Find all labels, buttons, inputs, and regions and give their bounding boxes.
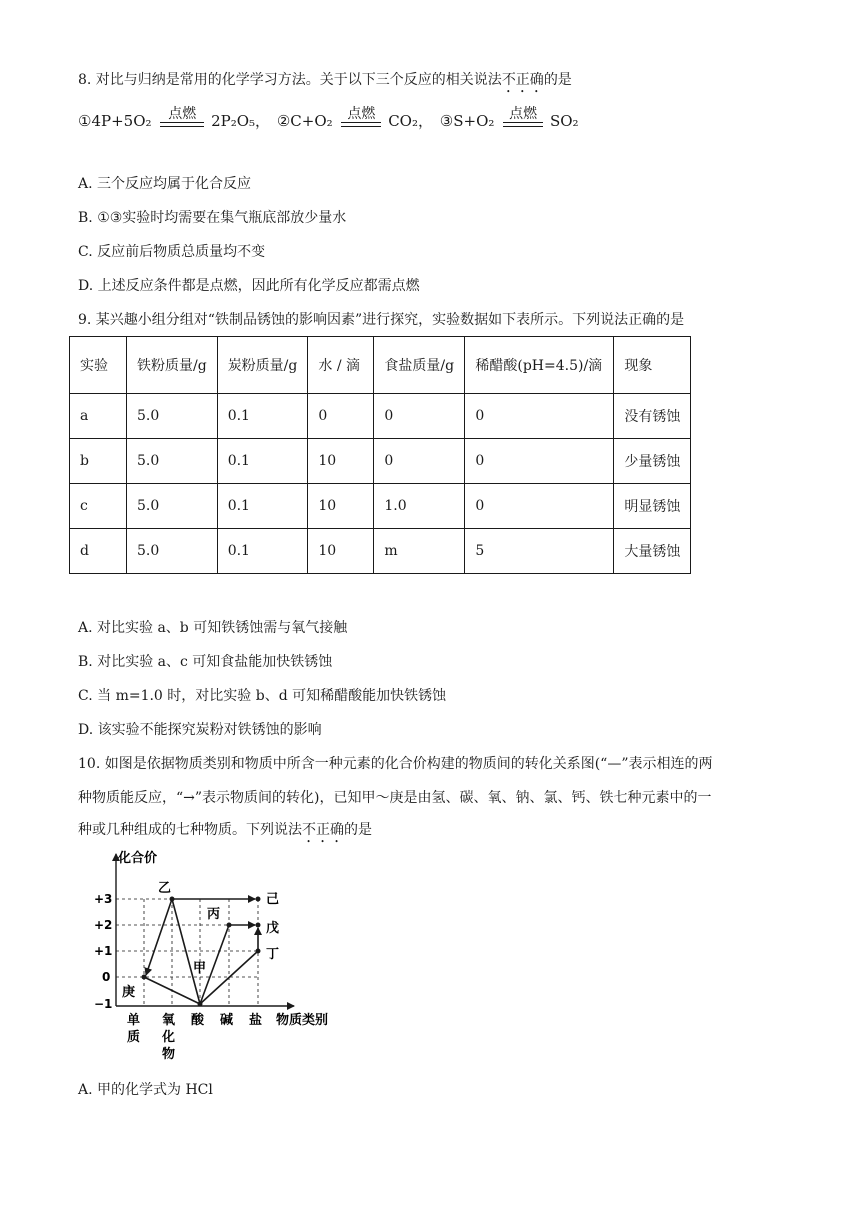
table-cell: 0 <box>465 484 614 529</box>
x-category-oxide: 氧 化 物 <box>162 1013 176 1062</box>
y-tick: −1 <box>94 997 113 1011</box>
table-cell: 明显锈蚀 <box>614 484 691 529</box>
table-header-cell: 实验 <box>70 337 127 394</box>
experiment-table <box>69 336 691 574</box>
y-tick: +1 <box>94 944 113 958</box>
q8-option-c: C. 反应前后物质总质量均不变 <box>78 244 266 260</box>
q10-stem-line3: 种或几种组成的七种物质。下列说法不正确的是 <box>78 822 372 838</box>
q9-option-a: A. 对比实验 a、b 可知铁锈蚀需与氧气接触 <box>78 620 348 636</box>
table-cell: 大量锈蚀 <box>614 529 691 574</box>
q8-option-a: A. 三个反应均属于化合反应 <box>78 176 252 192</box>
table-header-cell: 现象 <box>614 337 691 394</box>
table-cell: 10 <box>308 529 374 574</box>
table-cell: 5.0 <box>127 529 218 574</box>
x-axis-label: 物质类别 <box>276 1013 329 1028</box>
eq3-left: ③S+O₂ <box>439 112 495 130</box>
table-cell: 0.1 <box>217 394 308 439</box>
table-cell: 0.1 <box>217 529 308 574</box>
x-category-elemental: 单 质 <box>127 1013 141 1045</box>
table-header-cell: 水 / 滴 <box>308 337 374 394</box>
table-cell: b <box>70 439 127 484</box>
table-cell: 10 <box>308 484 374 529</box>
label-ji: 己 <box>266 892 280 907</box>
label-ding: 丁 <box>266 947 280 962</box>
x-category-acid: 酸 <box>191 1013 205 1028</box>
y-tick: 0 <box>102 970 111 984</box>
q10-emphasis: 不正确 <box>302 822 344 838</box>
table-cell: 1.0 <box>374 484 465 529</box>
table-row <box>70 529 691 574</box>
q9-option-c: C. 当 m=1.0 时，对比实验 b、d 可知稀醋酸能加快铁锈蚀 <box>78 688 447 704</box>
y-tick: +3 <box>94 892 113 906</box>
table-header-cell: 铁粉质量/g <box>127 337 218 394</box>
q9-option-d: D. 该实验不能探究炭粉对铁锈蚀的影响 <box>78 722 322 738</box>
label-wu: 戊 <box>266 921 280 936</box>
eq1-condition: 点燃 <box>160 106 204 131</box>
y-axis-label: 化合价 <box>118 851 158 866</box>
table-cell: 少量锈蚀 <box>614 439 691 484</box>
q8-emphasis: 不正确 <box>501 72 544 88</box>
table-cell: 0 <box>465 394 614 439</box>
table-cell: 5.0 <box>127 394 218 439</box>
eq1-right: 2P₂O₅， <box>211 112 271 130</box>
table-cell: c <box>70 484 127 529</box>
table-cell: 5 <box>465 529 614 574</box>
table-cell: d <box>70 529 127 574</box>
table-cell: 0.1 <box>217 439 308 484</box>
label-jia: 甲 <box>193 961 207 976</box>
q8-option-b: B. ①③实验时均需要在集气瓶底部放少量水 <box>78 210 347 226</box>
table-header-row <box>70 337 691 394</box>
table-row <box>70 439 691 484</box>
table-cell: 0.1 <box>217 484 308 529</box>
table-cell: 10 <box>308 439 374 484</box>
table-cell: 0 <box>308 394 374 439</box>
table-cell: 5.0 <box>127 484 218 529</box>
data-points <box>142 897 261 1007</box>
q8-stem: 8. 对比与归纳是常用的化学学习方法。关于以下三个反应的相关说法不正确的是 <box>78 72 572 88</box>
label-bing: 丙 <box>207 907 221 922</box>
table-cell: 0 <box>374 394 465 439</box>
table-cell: 0 <box>465 439 614 484</box>
q10-option-a: A. 甲的化学式为 HCl <box>78 1082 213 1098</box>
eq1-left: ①4P+5O₂ <box>78 112 152 130</box>
eq2-condition: 点燃 <box>341 106 381 131</box>
q8-option-d: D. 上述反应条件都是点燃，因此所有化学反应都需点燃 <box>78 278 420 294</box>
eq2-left: ②C+O₂ <box>276 112 333 130</box>
eq2-right: CO₂， <box>388 112 433 130</box>
table-cell: 没有锈蚀 <box>614 394 691 439</box>
table-cell: a <box>70 394 127 439</box>
label-geng: 庚 <box>122 985 136 1000</box>
q8-equations <box>78 106 581 150</box>
q9-stem: 9. 某兴趣小组分组对“铁制品锈蚀的影响因素”进行探究，实验数据如下表所示。下列说法正确的是 <box>78 312 685 328</box>
q10-stem-line2: 种物质能反应，“→”表示物质间的转化)，已知甲～庚是由氢、碳、氧、钠、氯、钙、铁七种元素中的一 <box>78 790 712 806</box>
table-header-cell: 食盐质量/g <box>374 337 465 394</box>
eq3-condition: 点燃 <box>503 106 543 131</box>
x-category-base: 碱 <box>220 1013 234 1028</box>
table-cell: m <box>374 529 465 574</box>
eq3-right: SO₂ <box>549 112 579 130</box>
table-cell: 5.0 <box>127 439 218 484</box>
table-header-cell: 炭粉质量/g <box>217 337 308 394</box>
y-tick: +2 <box>94 918 113 932</box>
table-row <box>70 394 691 439</box>
table-cell: 0 <box>374 439 465 484</box>
relation-lines <box>144 899 258 1004</box>
q10-stem-line1: 10. 如图是依据物质类别和物质中所含一种元素的化合价构建的物质间的转化关系图(“—”表示相连的两 <box>78 756 713 772</box>
x-category-salt: 盐 <box>249 1013 263 1028</box>
table-row <box>70 484 691 529</box>
label-yi: 乙 <box>158 881 172 896</box>
q9-option-b: B. 对比实验 a、c 可知食盐能加快铁锈蚀 <box>78 654 333 670</box>
table-header-cell: 稀醋酸(pH=4.5)/滴 <box>465 337 614 394</box>
valence-category-diagram <box>76 846 376 1068</box>
